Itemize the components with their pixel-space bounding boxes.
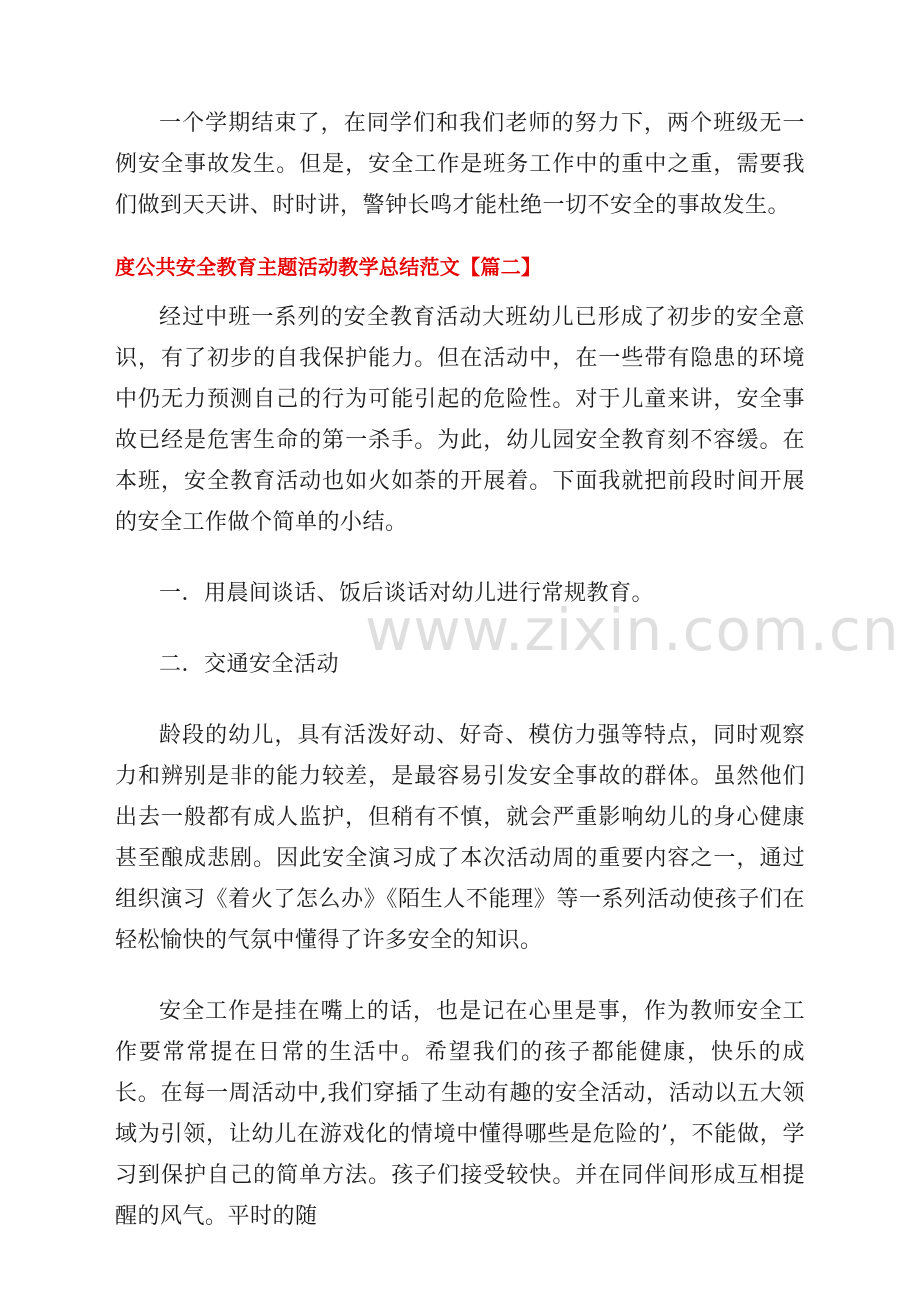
paragraph-2: 经过中班一系列的安全教育活动大班幼儿已形成了初步的安全意识，有了初步的自我保护能力。但在活动中，在一些带有隐患的环境中仍无力预测自己的行为可能引起的危险性。对于儿童来讲，安全事故已经是危害生命的第一杀手。为此，幼儿园安全教育刻不容缓。在本班，安全教育活动也如火如荼的开展着。下面我就把前段时间开展的安全工作做个简单的小结。 [115,305,805,535]
paragraph-3: 龄段的幼儿，具有活泼好动、好奇、模仿力强等特点，同时观察力和辨别是非的能力较差，是最容易引发安全事故的群体。虽然他们出去一般都有成人监护，但稍有不慎，就会严重影响幼儿的身心健康甚至酿成悲剧。因此安全演习成了本次活动周的重要内容之一，通过组织演习《着火了怎么办》《陌生人不能理》等一系列活动使孩子们在轻松愉快的气氛中懂得了许多安全的知识。 [115,723,805,953]
paragraph-4: 安全工作是挂在嘴上的话，也是记在心里是事，作为教师安全工作要常常提在日常的生活中。希望我们的孩子都能健康，快乐的成长。在每一周活动中,我们穿插了生动有趣的安全活动，活动以五大领域为引领，让幼儿在游戏化的情境中懂得哪些是危险的’，不能做，学习到保护自己的简单方法。孩子们接受较快。并在同伴间形成互相提醒的风气。平时的随 [115,999,805,1229]
section-heading: 度公共安全教育主题活动教学总结范文【篇二】 [115,255,542,279]
paragraph-1: 一个学期结束了，在同学们和我们老师的努力下，两个班级无一例安全事故发生。但是，安全工作是班务工作中的重中之重，需要我们做到天天讲、时时讲，警钟长鸣才能杜绝一切不安全的事故发生。 [115,111,805,218]
list-item-1: 一．用晨间谈话、饭后谈话对幼儿进行常规教育。 [159,581,655,606]
watermark: www.zixin.com.cn [365,596,900,664]
document-body [115,103,805,1237]
list-item-2: 二．交通安全活动 [159,652,340,677]
